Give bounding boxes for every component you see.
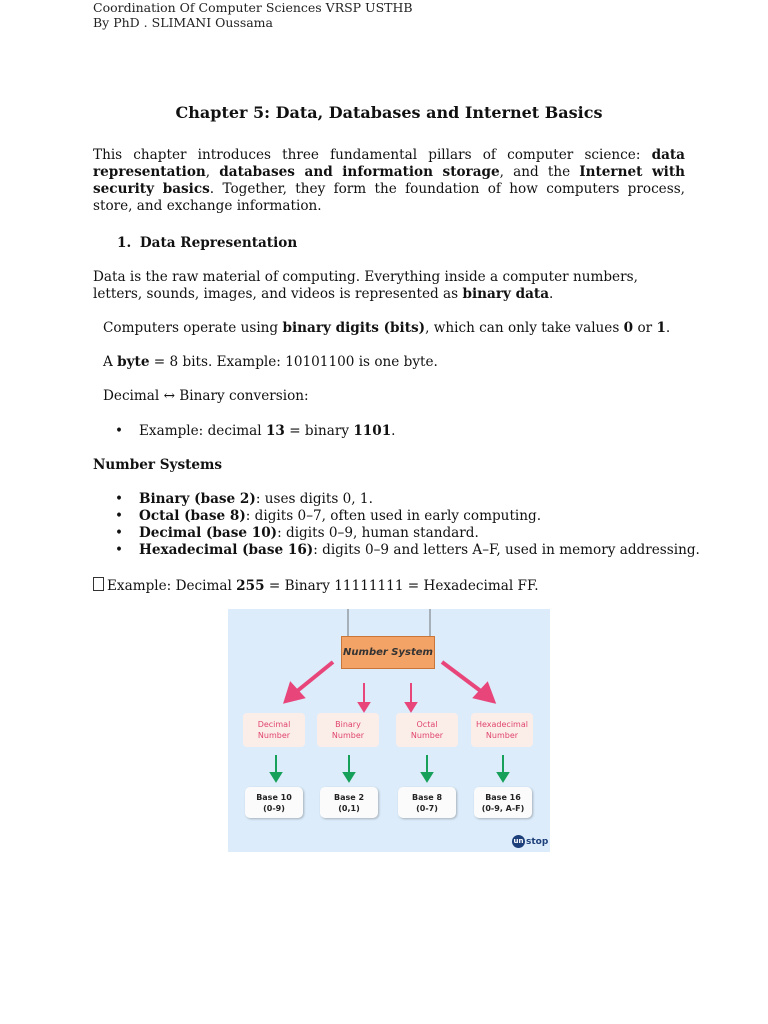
bits-text-1: Computers operate using <box>103 320 283 336</box>
intro-bold-databases: databases and information storage <box>219 164 500 180</box>
type-label: Octal <box>416 720 438 729</box>
arrow-to-hexadecimal <box>442 662 482 692</box>
list-item-term: Octal (base 8) <box>139 508 246 524</box>
base-2-box <box>320 787 378 818</box>
list-item <box>93 525 733 542</box>
bits-text-2: , which can only take values <box>425 320 624 336</box>
intro-paragraph <box>93 147 685 215</box>
base-range: (0-9) <box>263 803 285 813</box>
list-item-term: Hexadecimal (base 16) <box>139 542 314 558</box>
type-label: Binary <box>335 720 361 729</box>
base-label: Base 16 <box>485 792 521 802</box>
hexadecimal-number-box <box>471 713 533 747</box>
arrow-head-octal-base <box>422 773 432 781</box>
intro-text-2: , <box>205 164 220 180</box>
number-system-root-box: Number System <box>341 636 435 669</box>
conversion-paragraph: Decimal ↔ Binary conversion: <box>103 388 309 404</box>
unstop-logo <box>512 835 548 848</box>
list-item <box>93 508 733 525</box>
conv-bold-13: 13 <box>265 423 285 439</box>
list-item-desc: : uses digits 0, 1. <box>255 491 373 507</box>
base-range: (0-7) <box>416 803 438 813</box>
byte-text-1: A <box>103 354 118 370</box>
number-systems-title: Number Systems <box>93 457 223 473</box>
missing-glyph-icon <box>93 577 104 591</box>
chapter-title: Chapter 5: Data, Databases and Internet Basics <box>175 103 603 122</box>
base-8-box <box>398 787 456 818</box>
example-255-paragraph <box>93 577 685 595</box>
bullet: • <box>115 423 124 439</box>
document-header <box>93 0 413 30</box>
binary-number-box <box>317 713 379 747</box>
number-system-diagram <box>228 609 550 852</box>
base-16-box <box>474 787 532 818</box>
arrow-to-decimal <box>296 662 333 692</box>
octal-number-box <box>396 713 458 747</box>
bits-bold-zero: 0 <box>623 320 634 336</box>
intro-bold-data-representation: data representation <box>93 147 685 180</box>
conv-text-1: Example: decimal <box>139 423 266 439</box>
number-systems-list <box>93 491 733 559</box>
base-label: Base 10 <box>256 792 292 802</box>
data-bold-binary: binary data <box>462 286 550 302</box>
list-item <box>93 542 733 559</box>
ex-bold-255: 255 <box>236 578 265 594</box>
section-heading <box>117 235 517 252</box>
type-label: Number <box>410 731 444 740</box>
bullet: • <box>115 525 124 541</box>
type-label: Number <box>257 731 291 740</box>
byte-paragraph <box>103 354 695 371</box>
arrow-head-octal <box>406 703 416 711</box>
base-10-box <box>245 787 303 818</box>
base-range: (0-9, A-F) <box>481 803 525 813</box>
ex-text-2: = Binary 11111111 = Hexadecimal FF. <box>264 578 539 594</box>
base-range: (0,1) <box>338 803 360 813</box>
intro-text-1: This chapter introduces three fundamental pillars of computer science: <box>93 147 652 163</box>
bits-bold-binary-digits: binary digits (bits) <box>282 320 426 336</box>
conv-bold-1101: 1101 <box>353 423 392 439</box>
conversion-example-list <box>93 423 733 440</box>
bullet: • <box>115 491 124 507</box>
byte-text-2: = 8 bits. Example: 10101100 is one byte. <box>149 354 438 370</box>
number-systems-heading <box>93 457 685 474</box>
conv-text-3: . <box>391 423 396 439</box>
data-paragraph <box>93 269 685 303</box>
list-item <box>93 423 733 440</box>
list-item-desc: : digits 0–7, often used in early computing. <box>245 508 542 524</box>
data-text-2: . <box>549 286 554 302</box>
conv-text-2: = binary <box>284 423 354 439</box>
base-label: Base 2 <box>333 792 365 802</box>
data-text-1: Data is the raw material of computing. Everything inside a computer numbers, letters, sounds, images, and videos is represented as <box>93 269 638 302</box>
type-label: Decimal <box>257 720 291 729</box>
arrow-head-hex-base <box>498 773 508 781</box>
byte-bold: byte <box>117 354 150 370</box>
intro-text-4: . Together, they form the foundation of how computers process, store, and exchange information. <box>93 181 685 214</box>
bullet: • <box>115 542 124 558</box>
base-label: Base 8 <box>411 792 443 802</box>
bits-bold-one: 1 <box>656 320 666 336</box>
bullet: • <box>115 508 124 524</box>
list-item-desc: : digits 0–9, human standard. <box>277 525 479 541</box>
list-item <box>93 491 733 508</box>
list-item-term: Binary (base 2) <box>139 491 256 507</box>
header-line-2: By PhD . SLIMANI Oussama <box>93 15 273 30</box>
bits-text-4: . <box>665 320 671 336</box>
section-title: Data Representation <box>139 235 298 251</box>
type-label: Number <box>331 731 365 740</box>
ex-text-1: Example: Decimal <box>107 578 237 594</box>
section-number: 1. <box>117 235 132 251</box>
logo-mark-icon: un <box>512 835 525 848</box>
decimal-number-box <box>243 713 305 747</box>
arrow-head-decimal-base <box>271 773 281 781</box>
intro-bold-internet: Internet with security basics <box>93 164 685 197</box>
header-line-1: Coordination Of Computer Sciences VRSP USTHB <box>93 0 413 15</box>
logo-text: stop <box>526 836 549 847</box>
list-item-desc: : digits 0–9 and letters A–F, used in memory addressing. <box>313 542 700 558</box>
list-item-term: Decimal (base 10) <box>139 525 278 541</box>
arrow-head-binary-base <box>344 773 354 781</box>
type-label: Hexadecimal <box>476 720 528 729</box>
arrow-head-binary <box>359 703 369 711</box>
bits-paragraph <box>103 320 695 337</box>
type-label: Number <box>485 731 519 740</box>
bits-text-3: or <box>633 320 657 336</box>
intro-text-3: , and the <box>499 164 580 180</box>
